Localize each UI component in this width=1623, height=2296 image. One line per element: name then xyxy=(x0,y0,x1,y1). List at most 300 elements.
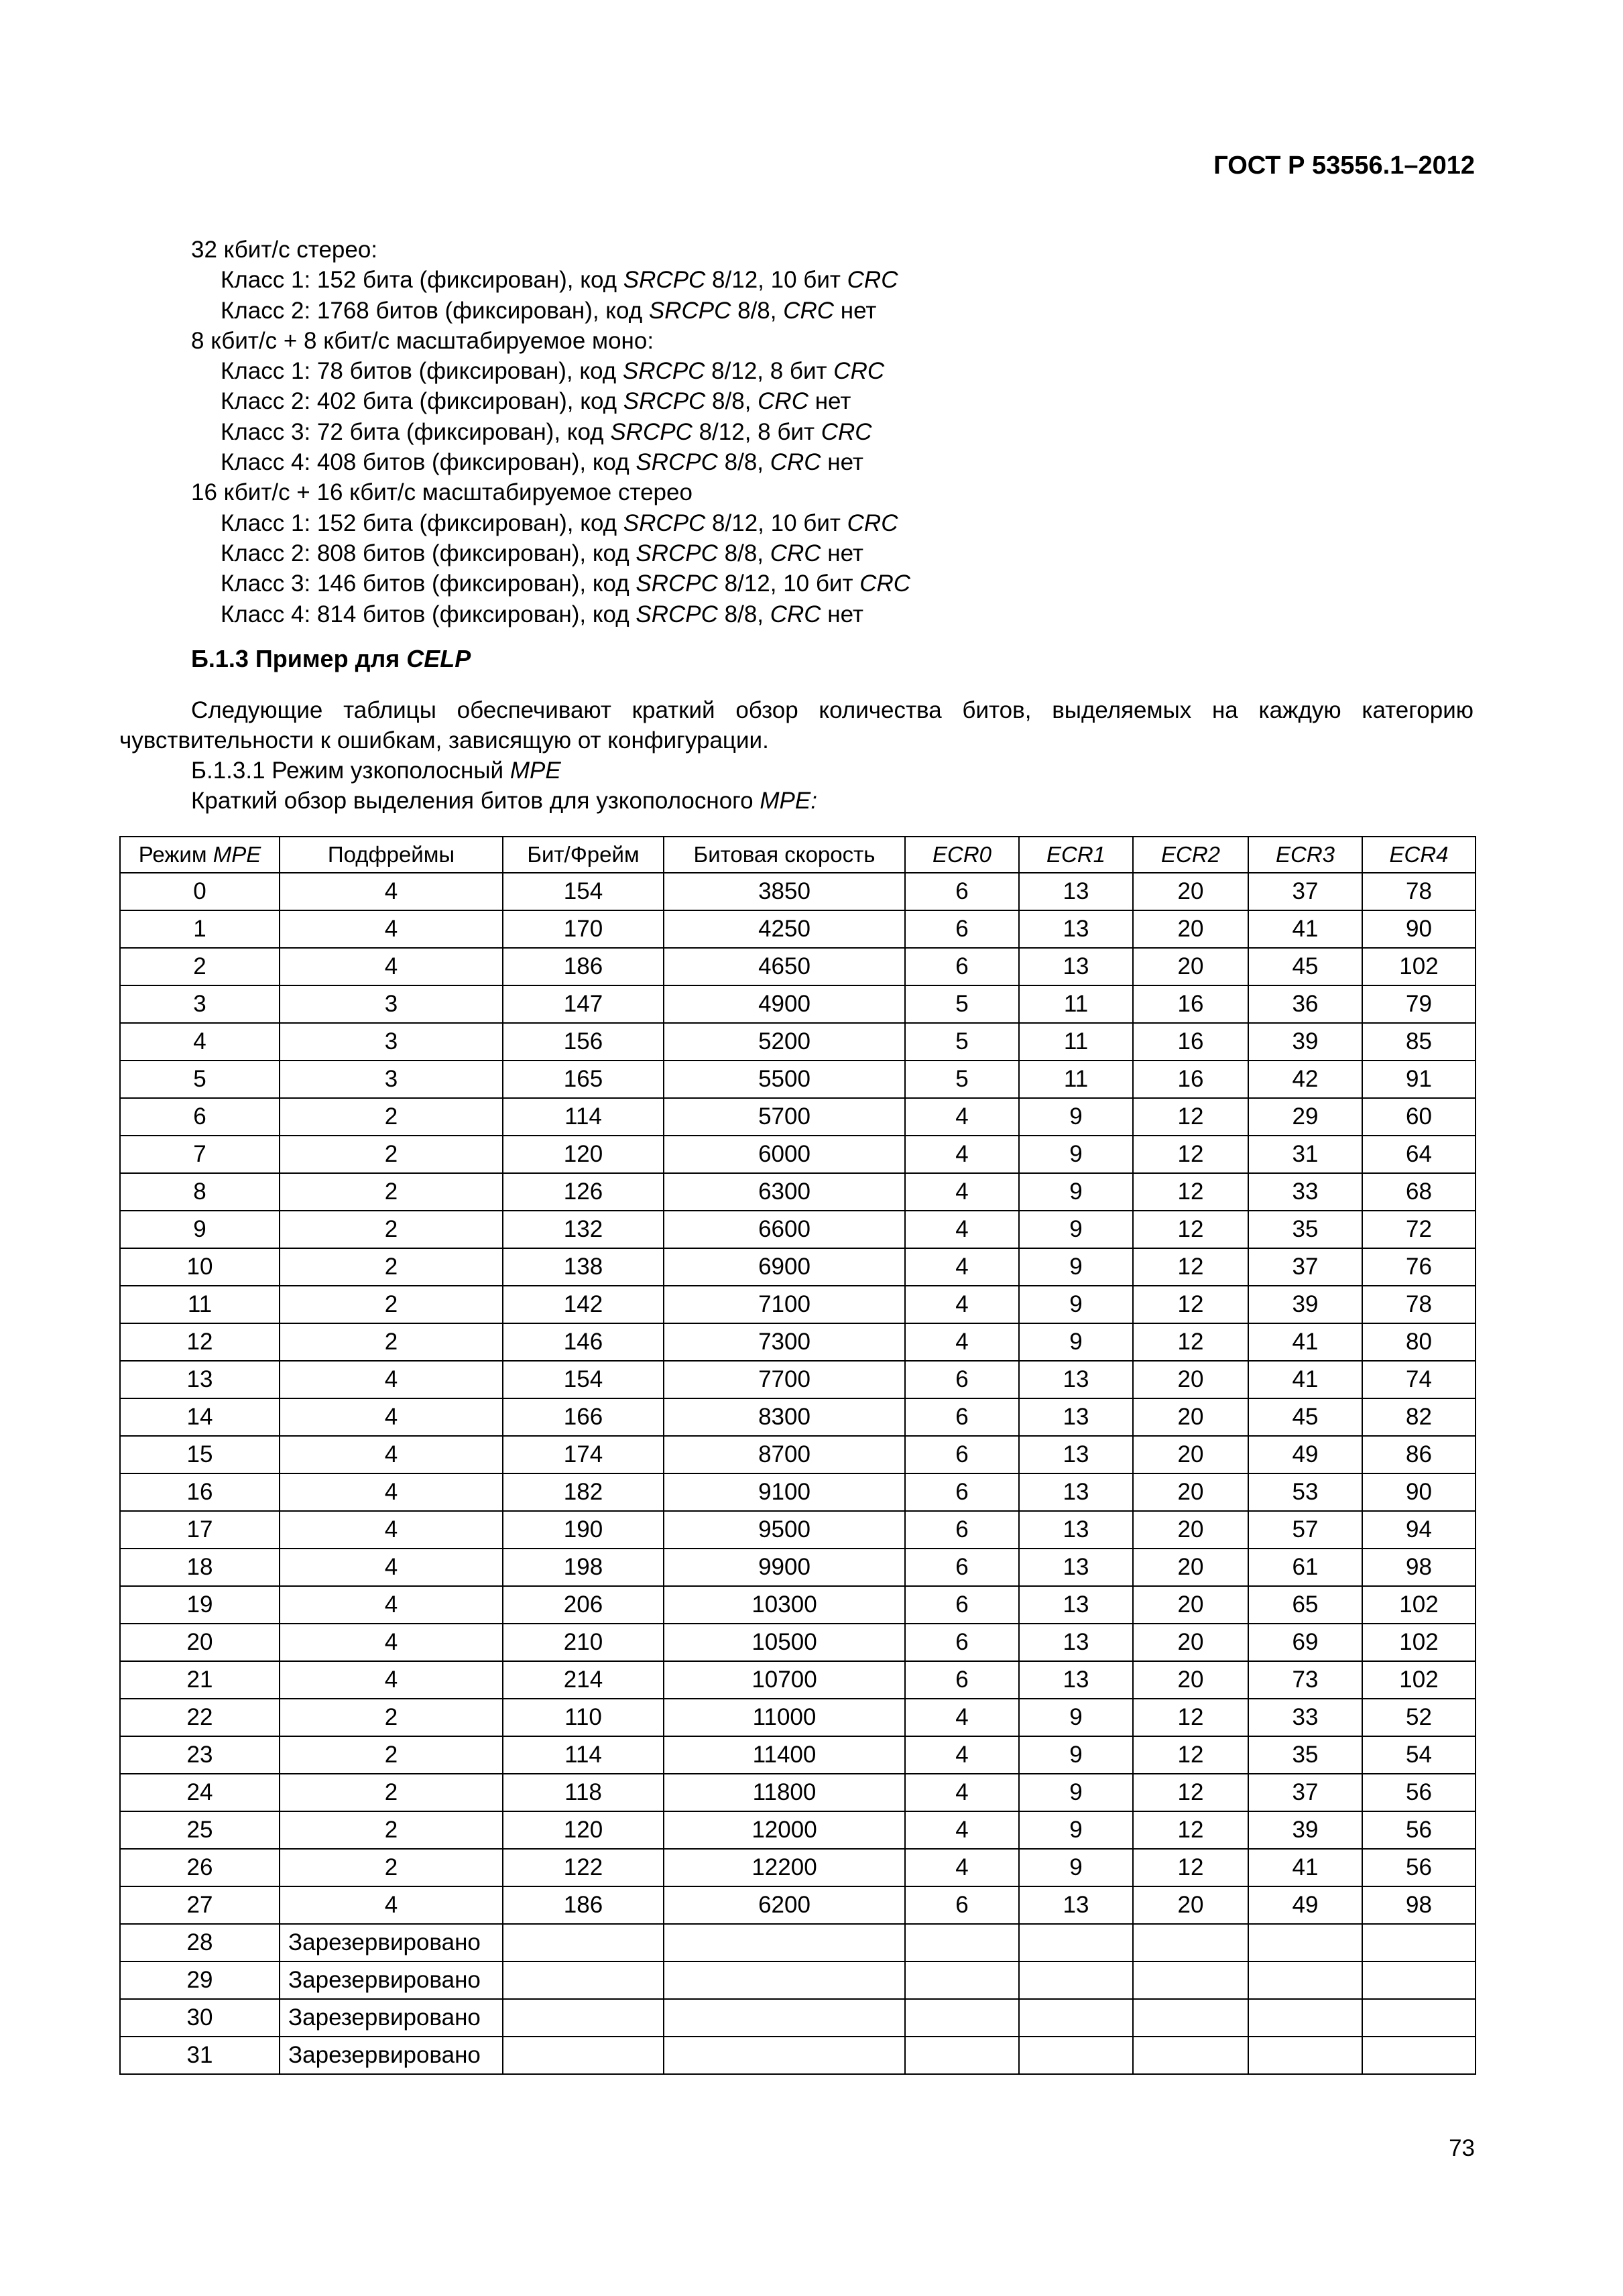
table-cell: 33 xyxy=(1248,1699,1362,1736)
line-part: 8/8, xyxy=(705,388,758,415)
class-allocation-line xyxy=(191,265,910,295)
bit-allocation-list xyxy=(191,235,910,629)
table-cell: 13 xyxy=(1019,1511,1133,1549)
table-cell: 2 xyxy=(280,1136,503,1173)
table-cell: 69 xyxy=(1248,1624,1362,1661)
table-cell: 20 xyxy=(1133,1361,1248,1398)
table-row xyxy=(120,1398,1476,1436)
line-part: SRCPC xyxy=(623,267,706,294)
table-cell: 61 xyxy=(1248,1549,1362,1586)
header-part: ECR2 xyxy=(1160,842,1221,867)
table-row xyxy=(120,910,1476,948)
table-cell: 12 xyxy=(1133,1736,1248,1774)
table-cell: 3 xyxy=(280,1023,503,1061)
table-cell: 154 xyxy=(503,873,664,910)
table-cell: 9 xyxy=(1019,1248,1133,1286)
table-cell xyxy=(503,1924,664,1961)
table-cell: 4 xyxy=(280,1586,503,1624)
line-part: CRC xyxy=(770,601,821,627)
header-part: MPE xyxy=(213,842,261,867)
line-part: Класс 2: 402 бита (фиксирован), код xyxy=(221,388,623,415)
table-cell: 13 xyxy=(1019,1398,1133,1436)
line-part: SRCPC xyxy=(622,358,705,385)
table-cell: 12 xyxy=(1133,1173,1248,1211)
table-cell: 6900 xyxy=(664,1248,905,1286)
table-cell: 6200 xyxy=(664,1886,905,1924)
header-part: Режим xyxy=(138,842,213,867)
table-cell: 41 xyxy=(1248,1323,1362,1361)
table-cell xyxy=(1248,2037,1362,2074)
table-cell xyxy=(1133,1999,1248,2037)
table-cell: 174 xyxy=(503,1436,664,1473)
table-cell: 12 xyxy=(120,1323,280,1361)
section-name: CELP xyxy=(406,645,471,672)
line-part: 8/12, 10 бит xyxy=(705,267,847,294)
table-cell: 9 xyxy=(1019,1849,1133,1886)
table-row xyxy=(120,1849,1476,1886)
table-cell: 5 xyxy=(905,1061,1019,1098)
page-number: 73 xyxy=(1449,2135,1475,2161)
line-part: Класс 1: 78 битов (фиксирован), код xyxy=(221,358,623,385)
table-cell: Зарезервировано xyxy=(280,2037,503,2074)
table-cell: 25 xyxy=(120,1811,280,1849)
table-cell: 9 xyxy=(1019,1098,1133,1136)
table-cell: 146 xyxy=(503,1323,664,1361)
line-part: CRC xyxy=(859,570,911,597)
table-cell: 9 xyxy=(1019,1286,1133,1323)
table-cell: 198 xyxy=(503,1549,664,1586)
table-cell xyxy=(905,1924,1019,1961)
table-cell: 20 xyxy=(1133,948,1248,985)
table-cell: 19 xyxy=(120,1586,280,1624)
table-row xyxy=(120,1961,1476,1999)
table-cell: 41 xyxy=(1248,910,1362,948)
table-cell xyxy=(1133,2037,1248,2074)
table-cell: 138 xyxy=(503,1248,664,1286)
table-cell: 5200 xyxy=(664,1023,905,1061)
column-header xyxy=(1133,837,1248,873)
table-cell: 90 xyxy=(1362,910,1476,948)
table-cell: 85 xyxy=(1362,1023,1476,1061)
table-cell: 4 xyxy=(905,1811,1019,1849)
header-part: ECR0 xyxy=(932,842,992,867)
line-part: CRC xyxy=(847,509,898,536)
table-caption xyxy=(119,786,1474,816)
table-cell: 132 xyxy=(503,1211,664,1248)
table-cell: 98 xyxy=(1362,1549,1476,1586)
table-cell: 7 xyxy=(120,1136,280,1173)
table-cell: 13 xyxy=(1019,910,1133,948)
table-cell: 13 xyxy=(1019,1586,1133,1624)
document-id: ГОСТ Р 53556.1–2012 xyxy=(1213,152,1475,180)
table-cell: 210 xyxy=(503,1624,664,1661)
table-cell: 6 xyxy=(905,1436,1019,1473)
table-cell: 12 xyxy=(1133,1774,1248,1811)
table-row xyxy=(120,1886,1476,1924)
table-cell: 114 xyxy=(503,1736,664,1774)
table-cell: 3 xyxy=(280,985,503,1023)
table-cell: 13 xyxy=(120,1361,280,1398)
table-cell: 20 xyxy=(1133,1624,1248,1661)
table-cell: 2 xyxy=(280,1173,503,1211)
table-cell: 5500 xyxy=(664,1061,905,1098)
table-cell: 2 xyxy=(280,1811,503,1849)
table-cell: 4 xyxy=(905,1849,1019,1886)
table-row xyxy=(120,1098,1476,1136)
line-part: CRC xyxy=(833,358,885,385)
table-cell: 4250 xyxy=(664,910,905,948)
table-cell: 1 xyxy=(120,910,280,948)
column-header xyxy=(280,837,503,873)
table-cell: 11 xyxy=(1019,985,1133,1023)
line-part: CRC xyxy=(821,418,872,445)
table-cell: 9100 xyxy=(664,1473,905,1511)
table-cell: 122 xyxy=(503,1849,664,1886)
table-cell: 2 xyxy=(280,1699,503,1736)
table-cell: 68 xyxy=(1362,1173,1476,1211)
table-cell: 9 xyxy=(120,1211,280,1248)
table-cell: 182 xyxy=(503,1473,664,1511)
table-cell: 12 xyxy=(1133,1849,1248,1886)
table-cell: 166 xyxy=(503,1398,664,1436)
table-cell: 3 xyxy=(280,1061,503,1098)
table-cell: 39 xyxy=(1248,1286,1362,1323)
table-cell: 9 xyxy=(1019,1173,1133,1211)
table-cell: 98 xyxy=(1362,1886,1476,1924)
table-cell: 2 xyxy=(280,1774,503,1811)
line-part: CRC xyxy=(770,449,821,476)
line-part: 16 кбит/с + 16 кбит/с масштабируемое стерео xyxy=(191,479,693,506)
table-cell: 13 xyxy=(1019,873,1133,910)
caption-mode: MPE: xyxy=(760,788,817,814)
table-row xyxy=(120,1699,1476,1736)
table-cell: 4 xyxy=(905,1211,1019,1248)
header-part: Бит/Фрейм xyxy=(527,842,640,867)
table-cell xyxy=(1133,1924,1248,1961)
table-cell: 57 xyxy=(1248,1511,1362,1549)
table-cell: Зарезервировано xyxy=(280,1961,503,1999)
table-cell xyxy=(1019,1924,1133,1961)
table-cell: 186 xyxy=(503,1886,664,1924)
table-cell: 13 xyxy=(1019,948,1133,985)
table-cell: 37 xyxy=(1248,1248,1362,1286)
table-cell: 114 xyxy=(503,1098,664,1136)
line-part: CRC xyxy=(758,388,808,415)
table-row xyxy=(120,1436,1476,1473)
table-cell: 4 xyxy=(280,948,503,985)
line-part: SRCPC xyxy=(636,540,718,566)
table-header-row xyxy=(120,837,1476,873)
table-cell: 13 xyxy=(1019,1436,1133,1473)
header-part: ECR3 xyxy=(1275,842,1335,867)
table-cell: 5700 xyxy=(664,1098,905,1136)
table-cell: 7700 xyxy=(664,1361,905,1398)
column-header xyxy=(1019,837,1133,873)
table-cell: 78 xyxy=(1362,873,1476,910)
table-cell xyxy=(1133,1961,1248,1999)
table-cell: 13 xyxy=(1019,1624,1133,1661)
table-cell: 4 xyxy=(280,1361,503,1398)
line-part: Класс 4: 408 битов (фиксирован), код xyxy=(221,449,636,476)
table-cell: 42 xyxy=(1248,1061,1362,1098)
table-cell: 10500 xyxy=(664,1624,905,1661)
table-cell: 20 xyxy=(1133,1886,1248,1924)
table-cell: 18 xyxy=(120,1549,280,1586)
table-cell: 15 xyxy=(120,1436,280,1473)
table-cell: 20 xyxy=(120,1624,280,1661)
table-cell: 56 xyxy=(1362,1774,1476,1811)
table-cell: 2 xyxy=(280,1098,503,1136)
table-cell: 56 xyxy=(1362,1849,1476,1886)
table-cell: 9 xyxy=(1019,1736,1133,1774)
table-row xyxy=(120,1661,1476,1699)
table-cell: 110 xyxy=(503,1699,664,1736)
table-cell: 6 xyxy=(905,1661,1019,1699)
table-cell: 9 xyxy=(1019,1323,1133,1361)
table-cell: 29 xyxy=(1248,1098,1362,1136)
table-cell xyxy=(664,2037,905,2074)
table-cell: 102 xyxy=(1362,1661,1476,1699)
table-cell: 6 xyxy=(905,1511,1019,1549)
table-cell: 102 xyxy=(1362,1624,1476,1661)
table-cell xyxy=(1019,1961,1133,1999)
table-cell: 9 xyxy=(1019,1811,1133,1849)
table-cell: 22 xyxy=(120,1699,280,1736)
line-part: Класс 3: 72 бита (фиксирован), код xyxy=(221,418,611,445)
table-cell: 4 xyxy=(280,873,503,910)
table-row xyxy=(120,1924,1476,1961)
table-cell xyxy=(905,1961,1019,1999)
table-cell: 165 xyxy=(503,1061,664,1098)
table-cell: 45 xyxy=(1248,1398,1362,1436)
class-allocation-line xyxy=(191,296,910,326)
class-allocation-line xyxy=(191,386,910,416)
subsection-title: Б.1.3.1 Режим узкополосный xyxy=(191,758,510,784)
table-cell: 156 xyxy=(503,1023,664,1061)
table-cell: 4 xyxy=(905,1286,1019,1323)
table-row xyxy=(120,1211,1476,1248)
table-cell: 13 xyxy=(1019,1661,1133,1699)
table-cell: 9 xyxy=(1019,1211,1133,1248)
table-cell: 4 xyxy=(280,910,503,948)
table-cell: 20 xyxy=(1133,910,1248,948)
line-part: Класс 1: 152 бита (фиксирован), код xyxy=(221,509,623,536)
header-part: Битовая скорость xyxy=(693,842,876,867)
table-cell: 102 xyxy=(1362,1586,1476,1624)
column-header xyxy=(1362,837,1476,873)
line-part: SRCPC xyxy=(636,570,718,597)
table-cell xyxy=(1248,1924,1362,1961)
table-row xyxy=(120,1061,1476,1098)
class-allocation-line xyxy=(191,568,910,599)
table-cell: 9500 xyxy=(664,1511,905,1549)
table-row xyxy=(120,1136,1476,1173)
table-cell: 31 xyxy=(120,2037,280,2074)
table-cell: 86 xyxy=(1362,1436,1476,1473)
table-cell: 6 xyxy=(905,873,1019,910)
line-part: Класс 1: 152 бита (фиксирован), код xyxy=(221,267,623,294)
table-cell: 4650 xyxy=(664,948,905,985)
table-cell: 91 xyxy=(1362,1061,1476,1098)
table-cell: 3850 xyxy=(664,873,905,910)
table-cell xyxy=(1248,1961,1362,1999)
table-cell: 20 xyxy=(1133,1586,1248,1624)
table-cell: 4 xyxy=(905,1323,1019,1361)
table-cell: 6 xyxy=(905,1624,1019,1661)
line-part: нет xyxy=(821,601,863,627)
class-allocation-line xyxy=(191,538,910,568)
table-cell: 4 xyxy=(905,1774,1019,1811)
line-part: SRCPC xyxy=(610,418,693,445)
table-cell: 4 xyxy=(905,1136,1019,1173)
table-row xyxy=(120,948,1476,985)
subsection-heading xyxy=(119,756,1474,786)
table-cell: 54 xyxy=(1362,1736,1476,1774)
table-cell: 13 xyxy=(1019,1549,1133,1586)
table-cell: 10700 xyxy=(664,1661,905,1699)
table-cell: 39 xyxy=(1248,1023,1362,1061)
table-cell: 4 xyxy=(905,1699,1019,1736)
table-cell: 142 xyxy=(503,1286,664,1323)
table-cell xyxy=(664,1924,905,1961)
line-part: нет xyxy=(821,449,863,476)
table-cell: 13 xyxy=(1019,1361,1133,1398)
table-cell: 6 xyxy=(905,1586,1019,1624)
subsection-mode: MPE xyxy=(509,758,561,784)
table-cell: 11400 xyxy=(664,1736,905,1774)
table-cell: 4900 xyxy=(664,985,905,1023)
table-cell: 2 xyxy=(280,1849,503,1886)
table-cell xyxy=(1248,1999,1362,2037)
table-row xyxy=(120,1999,1476,2037)
table-cell: 4 xyxy=(280,1886,503,1924)
table-cell: 5 xyxy=(120,1061,280,1098)
table-cell: 29 xyxy=(120,1961,280,1999)
line-part: Класс 2: 808 битов (фиксирован), код xyxy=(221,540,636,566)
table-row xyxy=(120,1323,1476,1361)
table-cell: 8700 xyxy=(664,1436,905,1473)
table-row xyxy=(120,1361,1476,1398)
table-row xyxy=(120,1173,1476,1211)
table-cell: 11 xyxy=(1019,1023,1133,1061)
line-part: 8/8, xyxy=(717,449,770,476)
line-part: Класс 4: 814 битов (фиксирован), код xyxy=(221,601,636,627)
table-cell: 126 xyxy=(503,1173,664,1211)
table-cell xyxy=(503,1961,664,1999)
table-cell xyxy=(1019,2037,1133,2074)
table-cell: 35 xyxy=(1248,1211,1362,1248)
header-part: Подфреймы xyxy=(327,842,455,867)
table-cell: 2 xyxy=(280,1286,503,1323)
column-header xyxy=(1248,837,1362,873)
table-cell: 4 xyxy=(280,1473,503,1511)
line-part: нет xyxy=(834,297,877,324)
column-header xyxy=(905,837,1019,873)
line-part: Класс 3: 146 битов (фиксирован), код xyxy=(221,570,636,597)
table-cell: 4 xyxy=(280,1436,503,1473)
table-cell: 20 xyxy=(1133,1511,1248,1549)
table-cell xyxy=(503,2037,664,2074)
class-allocation-line xyxy=(191,508,910,538)
table-cell: 214 xyxy=(503,1661,664,1699)
table-cell: 20 xyxy=(1133,1549,1248,1586)
table-cell: 53 xyxy=(1248,1473,1362,1511)
line-part: 8/12, 10 бит xyxy=(705,509,847,536)
mpe-bit-allocation-table xyxy=(119,836,1476,2075)
table-cell: 37 xyxy=(1248,873,1362,910)
table-cell: 73 xyxy=(1248,1661,1362,1699)
table-cell: 12 xyxy=(1133,1699,1248,1736)
table-cell: 12000 xyxy=(664,1811,905,1849)
table-cell: 6 xyxy=(905,1473,1019,1511)
table-cell: 6 xyxy=(120,1098,280,1136)
column-header xyxy=(503,837,664,873)
table-cell: 12 xyxy=(1133,1323,1248,1361)
table-cell: 13 xyxy=(1019,1886,1133,1924)
table-cell: 12 xyxy=(1133,1286,1248,1323)
table-cell: 3 xyxy=(120,985,280,1023)
table-cell: 190 xyxy=(503,1511,664,1549)
bitrate-heading-line xyxy=(191,477,910,507)
table-row xyxy=(120,1549,1476,1586)
table-cell: 154 xyxy=(503,1361,664,1398)
table-cell: 7300 xyxy=(664,1323,905,1361)
section-number: Б.1.3 Пример для xyxy=(191,645,407,672)
table-cell: 33 xyxy=(1248,1173,1362,1211)
table-cell xyxy=(1362,1999,1476,2037)
line-part: SRCPC xyxy=(623,509,706,536)
table-cell: 2 xyxy=(280,1211,503,1248)
table-cell: 37 xyxy=(1248,1774,1362,1811)
table-row xyxy=(120,1736,1476,1774)
table-cell xyxy=(1362,2037,1476,2074)
table-row xyxy=(120,1586,1476,1624)
table-cell: 16 xyxy=(1133,985,1248,1023)
table-row xyxy=(120,1286,1476,1323)
table-cell: 65 xyxy=(1248,1586,1362,1624)
table-cell: 60 xyxy=(1362,1098,1476,1136)
table-cell: Зарезервировано xyxy=(280,1924,503,1961)
column-header xyxy=(664,837,905,873)
table-cell: 49 xyxy=(1248,1886,1362,1924)
table-cell: 4 xyxy=(280,1511,503,1549)
table-cell: 4 xyxy=(905,1736,1019,1774)
table-cell xyxy=(1019,1999,1133,2037)
line-part: 8 кбит/с + 8 кбит/с масштабируемое моно: xyxy=(191,327,654,354)
table-row xyxy=(120,1511,1476,1549)
table-cell: 14 xyxy=(120,1398,280,1436)
table-cell: 12 xyxy=(1133,1811,1248,1849)
table-cell: 102 xyxy=(1362,948,1476,985)
table-cell: 79 xyxy=(1362,985,1476,1023)
table-cell: 12200 xyxy=(664,1849,905,1886)
table-cell xyxy=(905,2037,1019,2074)
line-part: Класс 2: 1768 битов (фиксирован), код xyxy=(221,297,649,324)
table-cell: 12 xyxy=(1133,1136,1248,1173)
table-cell: 2 xyxy=(120,948,280,985)
table-cell: 6 xyxy=(905,1398,1019,1436)
table-cell: 64 xyxy=(1362,1136,1476,1173)
table-cell: Зарезервировано xyxy=(280,1999,503,2037)
table-cell: 6 xyxy=(905,1361,1019,1398)
table-cell: 16 xyxy=(1133,1023,1248,1061)
line-part: 8/8, xyxy=(717,540,770,566)
table-cell: 4 xyxy=(905,1248,1019,1286)
table-cell: 9 xyxy=(1019,1136,1133,1173)
table-cell: 2 xyxy=(280,1248,503,1286)
line-part: 8/12, 8 бит xyxy=(692,418,821,445)
class-allocation-line xyxy=(191,599,910,629)
